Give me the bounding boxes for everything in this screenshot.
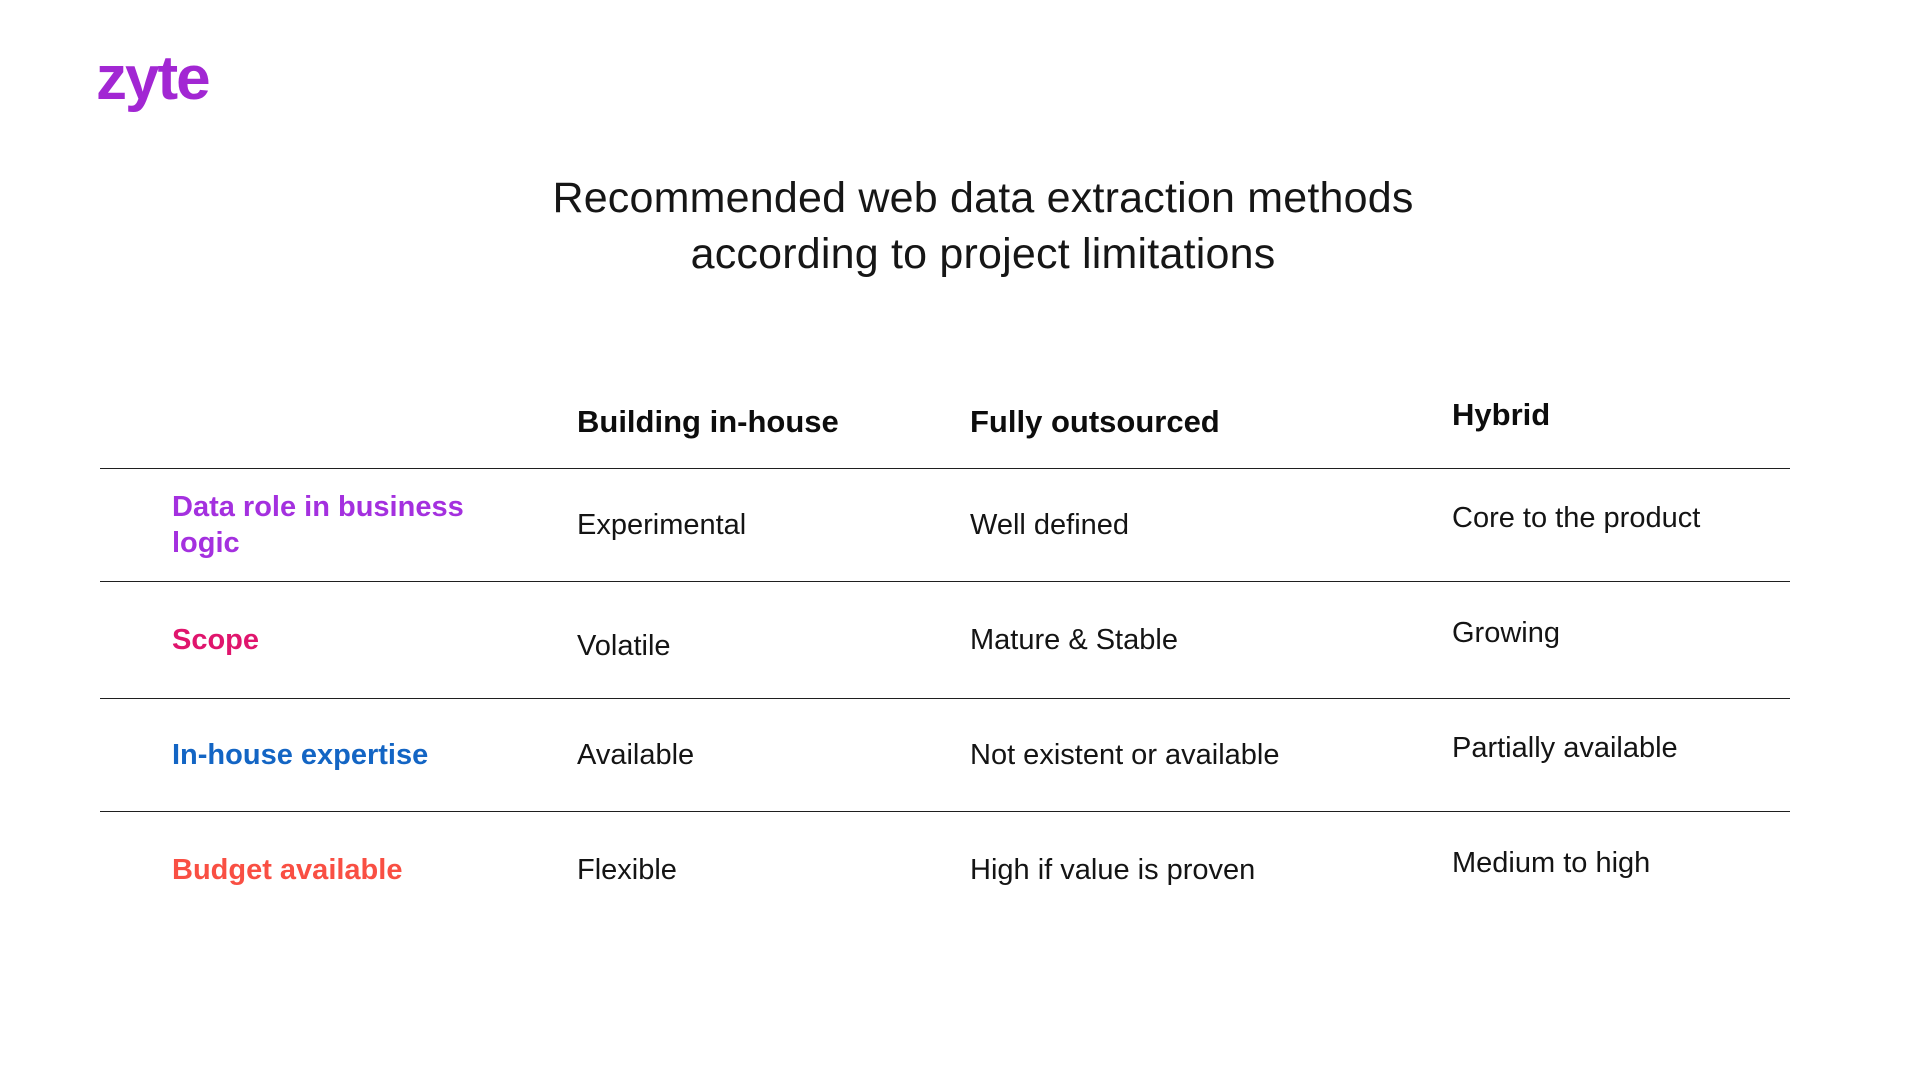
cell-budget-hybrid: Medium to high: [1452, 847, 1651, 879]
page-title-line1: Recommended web data extraction methods: [552, 174, 1414, 222]
table-row-expertise: [100, 698, 1790, 811]
page-title-line2: according to project limitations: [690, 230, 1276, 278]
cell-scope-hybrid: Growing: [1452, 617, 1560, 649]
cell-scope-outsourced: Mature & Stable: [970, 624, 1178, 656]
cell-expertise-in-house: Available: [577, 739, 695, 771]
page-title: [283, 170, 1683, 282]
cell-budget-outsourced: High if value is proven: [970, 854, 1256, 886]
table-row-scope: [100, 581, 1790, 698]
table-row-budget: [100, 811, 1790, 928]
row-label-budget: Budget available: [172, 854, 403, 886]
column-header-fully-outsourced: Fully outsourced: [970, 404, 1220, 439]
table-header-row: [100, 376, 1790, 468]
cell-data-role-outsourced: Well defined: [970, 509, 1130, 541]
zyte-logo: zyte: [96, 44, 209, 113]
cell-scope-in-house: Volatile: [577, 630, 671, 662]
cell-data-role-hybrid: Core to the product: [1452, 502, 1701, 534]
row-label-data-role: Data role in business logic: [172, 491, 464, 559]
cell-expertise-outsourced: Not existent or available: [970, 739, 1280, 771]
column-header-building-in-house: Building in-house: [577, 404, 839, 439]
cell-data-role-in-house: Experimental: [577, 509, 747, 541]
header-spacer: [100, 376, 577, 468]
comparison-table: [100, 376, 1790, 928]
cell-expertise-hybrid: Partially available: [1452, 732, 1678, 764]
cell-budget-in-house: Flexible: [577, 854, 677, 886]
column-header-hybrid: Hybrid: [1452, 397, 1551, 432]
table-row-data-role: [100, 468, 1790, 581]
row-label-scope: Scope: [172, 624, 260, 656]
row-label-expertise: In-house expertise: [172, 739, 429, 771]
